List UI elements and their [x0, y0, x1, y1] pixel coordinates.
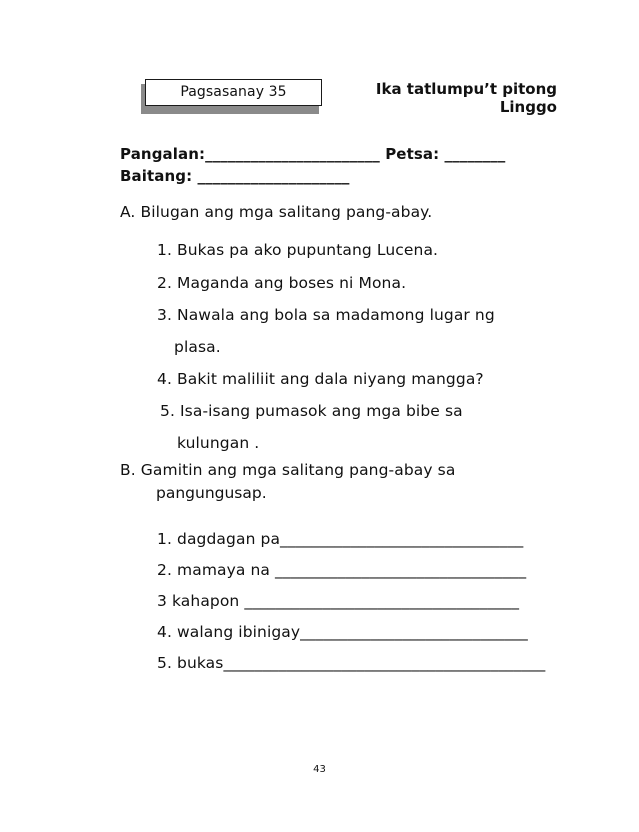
- week-title: [337, 80, 557, 116]
- section-a-item-3-continuation: plasa.: [174, 338, 221, 356]
- section-b-item-4: 4. walang ibinigay_____________________________: [157, 623, 528, 641]
- section-a-item-4: 4. Bakit maliliit ang dala niyang mangga?: [157, 370, 484, 388]
- week-title-line-1: Ika tatlumpu’t pitong: [375, 80, 557, 98]
- section-b-heading-continuation: pangungusap.: [156, 484, 267, 502]
- section-a-item-1: 1. Bukas pa ako pupuntang Lucena.: [157, 241, 439, 259]
- section-b-heading: B. Gamitin ang mga salitang pang-abay sa: [120, 461, 456, 479]
- section-a-item-5: 5. Isa-isang pumasok ang mga bibe sa: [160, 402, 463, 420]
- section-a-heading: A. Bilugan ang mga salitang pang-abay.: [120, 203, 433, 221]
- practice-badge-label: Pagsasanay 35: [145, 79, 322, 106]
- week-title-line-2: Linggo: [499, 98, 557, 116]
- section-b-item-2: 2. mamaya na ________________________________: [157, 561, 527, 579]
- name-date-field: Pangalan:_______________________ Petsa: ________: [120, 145, 506, 163]
- grade-field: Baitang: ____________________: [120, 167, 350, 185]
- practice-badge: [141, 79, 324, 114]
- section-b-item-3: 3 kahapon ___________________________________: [157, 592, 520, 610]
- page-number: 43: [313, 764, 326, 775]
- section-a-item-3: 3. Nawala ang bola sa madamong lugar ng: [157, 306, 495, 324]
- section-b-item-5: 5. bukas_________________________________________: [157, 654, 546, 672]
- section-a-item-5-continuation: kulungan .: [177, 434, 260, 452]
- section-a-item-2: 2. Maganda ang boses ni Mona.: [157, 274, 407, 292]
- section-b-item-1: 1. dagdagan pa_______________________________: [157, 530, 524, 548]
